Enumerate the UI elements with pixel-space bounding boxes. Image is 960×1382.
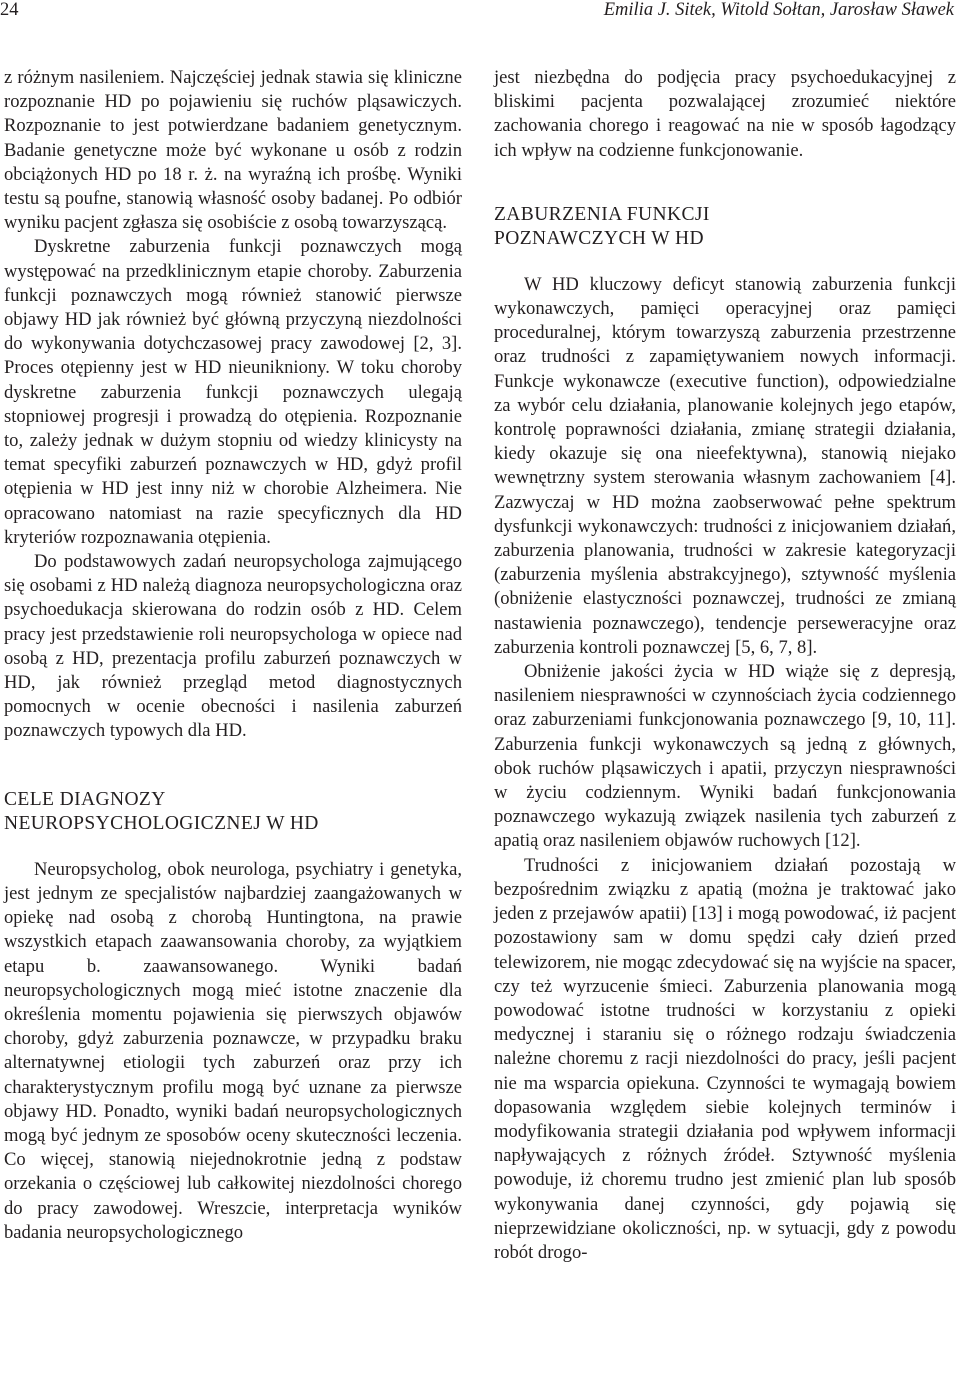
body-paragraph: z różnym nasileniem. Najczęściej jednak stawia się kliniczne rozpoznanie HD po pojawieniu się ruchów pląsawiczych. Rozpoznanie to jest potwierdzane badaniem genetycznym. Badanie genetyczne może być wykonane u osób z rodzin obciążonych HD po 18 r. ż. na wyraźną ich prośbę. Wyniki testu są poufne, stanowią własność osoby badanej. Po odbiór wyniku pacjent zgłasza się osobiście z osobą towarzyszącą. xyxy=(4,67,462,234)
section-heading-line: NEUROPSYCHOLOGICZNEJ W HD xyxy=(4,812,319,834)
body-paragraph: jest niezbędna do podjęcia pracy psychoedukacyjnej z bliskimi pacjenta pozwalającej zrozumieć niektóre zachowania chorego i reagować na nie w sposób łagodzący ich wpływ na codzienne funkcjonowanie. xyxy=(494,67,956,161)
body-paragraph: Neuropsycholog, obok neurologa, psychiatry i genetyka, jest jednym ze specjalistów najbardziej zaangażowanych w opiekę nad osobą z chorobą Huntingtona, na prawie wszystkich etapach zaawansowania choroby, za wyjątkiem etapu b. zaawansowanego. Wyniki badań neuropsychologicznych mogą mieć istotne znaczenie dla określenia momentu pojawienia się pierwszych objawów choroby, gdyż zaburzenia poznawcze, w przypadku braku alternatywnej etiologii tych zaburzeń oraz przy ich charakterystycznym profilu mogą być uznane za pierwsze objawy HD. Ponadto, wyniki badań neuropsychologicznych mogą być jednym ze sposobów oceny skuteczności leczenia. Co więcej, stanowią niejednokrotnie jedną z podstaw orzekania o częściowej lub całkowitej niezdolności chorego do pracy zawodowej. Wreszcie, interpretacja wyników badania neuropsychologicznego xyxy=(4,858,462,1243)
section-heading-cele-diagnozy xyxy=(4,788,462,836)
body-paragraph: Dyskretne zaburzenia funkcji poznawczych mogą występować na przedklinicznym etapie choroby. Zaburzenia funkcji poznawczych mogą również stanowić pierwsze objawy HD jak również być główną przyczyną niezdolności do wykonywania dotychczasowej pracy zawodowej [2, 3]. Proces otępienny jest w HD nieunikniony. W toku choroby dyskretne zaburzenia funkcji poznawczych ulegają stopniowej progresji i prowadzą do otępienia. Rozpoznanie to, zależy jednak w dużym stopniu od wiedzy klinicysty na temat specyfiki zaburzeń poznawczych w HD, gdyż profil otępienia w HD jest inny niż w chorobie Alzheimera. Nie opracowano natomiast na razie specyficznych dla HD kryteriów rozpoznawania otępienia. xyxy=(4,236,462,548)
body-paragraph: W HD kluczowy deficyt stanowią zaburzenia funkcji wykonawczych, pamięci operacyjnej oraz pamięci proceduralnej, którym towarzyszą zaburzenia przestrzenne oraz trudności z zapamiętywaniem nowych informacji. Funkcje wykonawcze (executive function), odpowiedzialne za wybór celu działania, planowanie kolejnych jego etapów, kontrolę poprawności działania, zmianę strategii działania, kiedy okazuje się ona nieefektywna), stanowią niejako wewnętrzny system sterowania własnym zachowaniem [4]. Zazwyczaj w HD można zaobserwować pełne spektrum dysfunkcji wykonawczych: trudności z inicjowaniem działań, zaburzenia planowania, trudności w zakresie kategoryzacji (zaburzenia myślenia abstrakcyjnego), sztywność myślenia (obniżenie elastyczności poznawczej, trudności ze zmianą nastawienia poznawczego), tendencje perseweracyjne oraz zaburzenia kontroli poznawczej [5, 6, 7, 8]. xyxy=(494,273,956,658)
page-header xyxy=(0,0,960,24)
section-heading-line: POZNAWCZYCH W HD xyxy=(494,227,704,249)
body-paragraph: Obniżenie jakości życia w HD wiąże się z depresją, nasileniem niesprawności w czynnościach życia codziennego oraz zaburzeniami funkcjonowania poznawczego [9, 10, 11]. Zaburzenia funkcji wykonawczych są jedną z głównych, obok ruchów pląsawiczych i apatii, przyczyn niesprawności w życiu codziennym. Wyniki badań funkcjonowania poznawczego wykazują związek nasilenia tych zaburzeń z apatią oraz nasileniem objawów ruchowych [12]. xyxy=(494,661,956,852)
body-paragraph: Do podstawowych zadań neuropsychologa zajmującego się osobami z HD należą diagnoza neuropsychologiczna oraz psychoedukacja skierowana do rodzin osób z HD. Celem pracy jest przedstawienie roli neuropsychologa w opiece nad osobą z HD, prezentacja profilu zaburzeń poznawczych w HD, jak również przegląd metod diagnostycznych pomocnych w ocenie obecności i nasilenia zaburzeń poznawczych typowych dla HD. xyxy=(4,551,462,742)
page-number: 24 xyxy=(0,0,19,20)
left-column xyxy=(4,66,462,1245)
body-paragraph: Trudności z inicjowaniem działań pozostają w bezpośrednim związku z apatią (można je traktować jako jeden z przejawów apatii) [13] i mogą powodować, iż pacjent pozostawiony sam w domu spędzi cały dzień przed telewizorem, nie mogąc zdecydować się na wyjście na spacer, czy też wyrzucenie śmieci. Zaburzenia planowania mogą powodować istotne trudności w korzystaniu z opieki medycznej i staraniu się o różnego rodzaju świadczenia należne choremu z racji niezdolności do pracy, jeśli pacjent nie ma wsparcia opiekuna. Czynności te wymagają bowiem dopasowania względem siebie kolejnych terminów i modyfikowania strategii działania pod wpływem informacji napływających z różnych źródeł. Sztywność myślenia powoduje, iż choremu trudno jest zmienić plan lub sposób wykonywania danej czynności, gdy pojawią się nieprzewidziane okoliczności, np. w sytuacji, gdy z powodu robót drogo- xyxy=(494,854,956,1263)
section-heading-line: ZABURZENIA FUNKCJI xyxy=(494,203,710,225)
right-column xyxy=(494,66,956,1265)
section-heading-line: CELE DIAGNOZY xyxy=(4,788,166,810)
running-head-authors: Emilia J. Sitek, Witold Sołtan, Jarosław Sławek xyxy=(603,0,954,20)
section-heading-zaburzenia-funkcji xyxy=(494,203,956,251)
